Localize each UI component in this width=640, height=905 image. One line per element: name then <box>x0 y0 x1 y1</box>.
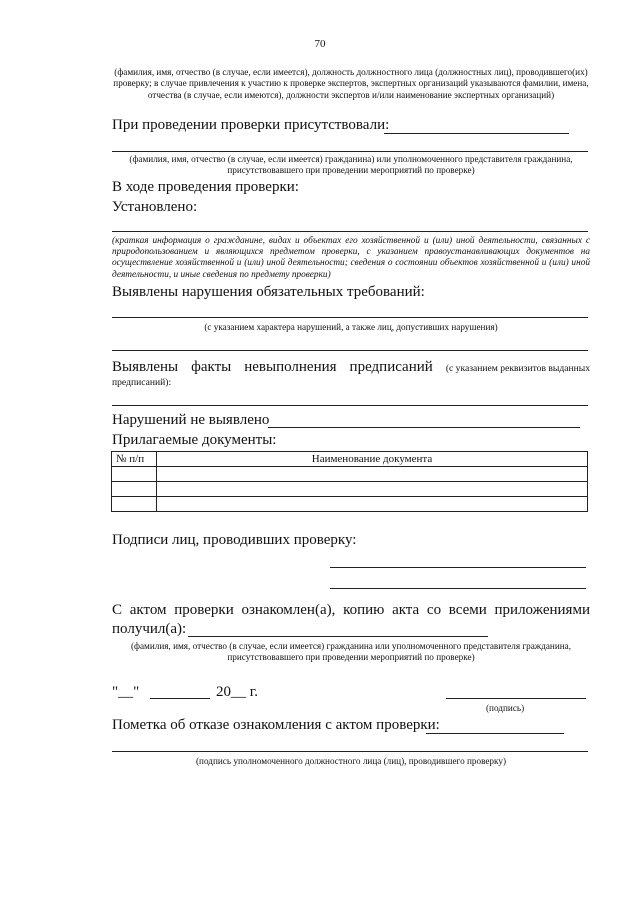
no-violations-field-line[interactable] <box>268 427 580 428</box>
during-heading: В ходе проведения проверки: <box>112 179 299 195</box>
facts-word: Выявлены <box>112 359 179 375</box>
signature-field-line[interactable] <box>446 698 586 699</box>
acquainted-word: приложениями <box>494 602 590 618</box>
acquainted-word: ознакомлен(а), <box>241 602 336 618</box>
facts-word: предписаний <box>349 359 433 375</box>
table-cell-number[interactable] <box>112 467 157 482</box>
table-cell-name[interactable] <box>157 482 588 497</box>
facts-heading <box>112 358 590 378</box>
violations-field-line[interactable] <box>112 317 588 318</box>
column-number-header: № п/п <box>112 452 157 467</box>
date-year[interactable]: 20__ г. <box>216 684 258 700</box>
signature-line-2[interactable] <box>330 588 586 589</box>
facts-field-line[interactable] <box>112 405 588 406</box>
date-month-line[interactable] <box>150 698 210 699</box>
violations-note: (с указанием характера нарушений, а также лиц, допустивших нарушения) <box>204 322 498 332</box>
inspectors-note: (фамилия, имя, отчество (в случае, если имеется), должность должностного лица (должностных лиц), проводившего(их) проверку; в случае привлечения к участию к проверке экспертов, экспертных организаций указываются фамилии, имена, отчества (в случае, если имеются), должности экспертов и/или наименование экспертных организаций) <box>113 67 589 100</box>
no-violations-label: Нарушений не выявлено <box>112 412 270 428</box>
acquainted-word: проверки <box>174 602 234 618</box>
facts-note-end: предписаний): <box>112 377 172 388</box>
facts-note: (с указанием реквизитов выданных <box>445 363 590 374</box>
attached-heading: Прилагаемые документы: <box>112 432 277 448</box>
official-note: (подпись уполномоченного должностного лица (лиц), проводившего проверку) <box>195 756 507 766</box>
received-label: получил(а): <box>112 621 187 637</box>
table-row <box>112 482 588 497</box>
present-heading: При проведении проверки присутствовали: <box>112 117 390 133</box>
refusal-label: Пометка об отказе ознакомления с актом проверки: <box>112 717 440 733</box>
acquainted-line <box>112 601 590 619</box>
page-number: 70 <box>314 38 326 50</box>
received-field-line[interactable] <box>188 636 488 637</box>
acquainted-word: всеми <box>448 602 487 618</box>
signature-line-1[interactable] <box>330 567 586 568</box>
official-signature-line[interactable] <box>112 751 588 752</box>
facts-word: факты <box>191 359 232 375</box>
established-note: (краткая информация о гражданине, видах и объектах его хозяйственной и (или) иной деятельности, связанных с природопользованием и являющихся предметом проверки, с указанием правоустанавливающих документов на осуществление хозяйственной и (или) иной деятельности; сведения о состоянии объектов хозяйственной и (или) иной деятельности, и иные сведения по предмету проверки) <box>112 236 590 280</box>
facts-word: невыполнения <box>244 359 337 375</box>
table-row <box>112 467 588 482</box>
acquainted-note: (фамилия, имя, отчество (в случае, если имеется) гражданина или уполномоченного представителя гражданина, присутствовавшего при проведении мероприятий по проверке) <box>130 641 572 663</box>
refusal-field-line[interactable] <box>426 733 564 734</box>
table-cell-name[interactable] <box>157 467 588 482</box>
present-field-line-2[interactable] <box>112 151 588 152</box>
acquainted-word: со <box>426 602 442 618</box>
acquainted-word: актом <box>129 602 167 618</box>
acquainted-word: копию <box>343 602 385 618</box>
violations-field-line-2[interactable] <box>112 350 588 351</box>
table-row <box>112 497 588 512</box>
present-note: (фамилия, имя, отчество (в случае, если имеется) гражданина) или уполномоченного представителя гражданина, присутствовавшего при проведении мероприятий по проверке) <box>129 154 573 176</box>
table-header-row <box>112 452 588 467</box>
table-cell-number[interactable] <box>112 482 157 497</box>
present-field-line[interactable] <box>384 133 569 134</box>
acquainted-word: С <box>112 602 123 618</box>
established-field-line[interactable] <box>112 231 588 232</box>
date-day[interactable]: "__" <box>112 684 140 700</box>
table-cell-name[interactable] <box>157 497 588 512</box>
established-heading: Установлено: <box>112 199 198 215</box>
acquainted-word: акта <box>392 602 420 618</box>
signature-label: (подпись) <box>486 703 525 713</box>
column-name-header: Наименование документа <box>157 452 588 467</box>
attached-documents-table <box>111 451 588 512</box>
table-cell-number[interactable] <box>112 497 157 512</box>
signatures-heading: Подписи лиц, проводивших проверку: <box>112 532 357 548</box>
violations-heading: Выявлены нарушения обязательных требований: <box>112 284 425 300</box>
